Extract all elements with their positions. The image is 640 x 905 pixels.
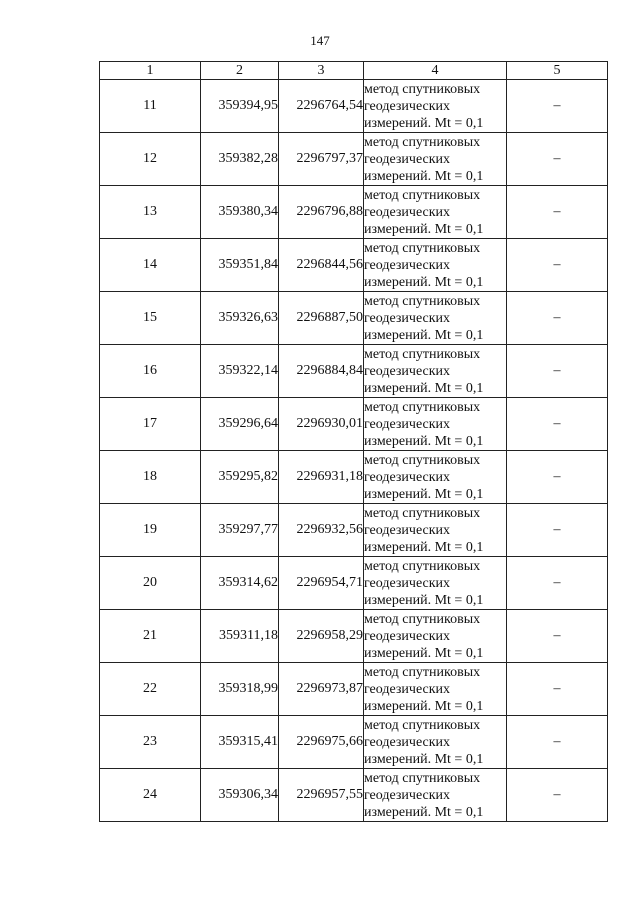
y-coordinate-cell: 2296975,66 <box>279 716 364 769</box>
x-coordinate-cell: 359315,41 <box>201 716 279 769</box>
table-row <box>100 398 608 451</box>
note-cell: – <box>507 769 608 822</box>
point-number-cell: 12 <box>100 133 201 186</box>
x-coordinate-cell: 359314,62 <box>201 557 279 610</box>
method-line: геодезических <box>364 575 451 591</box>
y-coordinate-cell: 2296884,84 <box>279 345 364 398</box>
method-line: метод спутниковых <box>364 558 481 574</box>
method-line: геодезических <box>364 522 451 538</box>
method-cell <box>364 186 507 239</box>
method-line: геодезических <box>364 787 451 803</box>
method-line: измерений. Mt = 0,1 <box>364 327 484 343</box>
method-line: геодезических <box>364 310 451 326</box>
x-coordinate-cell: 359322,14 <box>201 345 279 398</box>
table-row <box>100 663 608 716</box>
method-line: измерений. Mt = 0,1 <box>364 221 484 237</box>
table-row <box>100 610 608 663</box>
point-number-cell: 11 <box>100 80 201 133</box>
method-line: измерений. Mt = 0,1 <box>364 274 484 290</box>
point-number-cell: 16 <box>100 345 201 398</box>
y-coordinate-cell: 2296931,18 <box>279 451 364 504</box>
method-line: геодезических <box>364 469 451 485</box>
x-coordinate-cell: 359326,63 <box>201 292 279 345</box>
method-cell <box>364 769 507 822</box>
method-line: геодезических <box>364 681 451 697</box>
point-number-cell: 20 <box>100 557 201 610</box>
note-cell: – <box>507 716 608 769</box>
table-row <box>100 133 608 186</box>
point-number-cell: 22 <box>100 663 201 716</box>
column-header-1: 1 <box>100 62 201 80</box>
method-line: измерений. Mt = 0,1 <box>364 751 484 767</box>
method-line: геодезических <box>364 98 451 114</box>
method-line: геодезических <box>364 734 451 750</box>
note-cell: – <box>507 610 608 663</box>
method-cell <box>364 398 507 451</box>
method-line: измерений. Mt = 0,1 <box>364 380 484 396</box>
note-cell: – <box>507 504 608 557</box>
note-cell: – <box>507 292 608 345</box>
x-coordinate-cell: 359296,64 <box>201 398 279 451</box>
x-coordinate-cell: 359351,84 <box>201 239 279 292</box>
x-coordinate-cell: 359394,95 <box>201 80 279 133</box>
x-coordinate-cell: 359318,99 <box>201 663 279 716</box>
method-cell <box>364 80 507 133</box>
note-cell: – <box>507 451 608 504</box>
method-cell <box>364 451 507 504</box>
note-cell: – <box>507 133 608 186</box>
method-line: геодезических <box>364 151 451 167</box>
table-row <box>100 557 608 610</box>
point-number-cell: 18 <box>100 451 201 504</box>
method-cell <box>364 557 507 610</box>
point-number-cell: 17 <box>100 398 201 451</box>
point-number-cell: 19 <box>100 504 201 557</box>
method-line: геодезических <box>364 416 451 432</box>
method-line: измерений. Mt = 0,1 <box>364 804 484 820</box>
method-line: измерений. Mt = 0,1 <box>364 698 484 714</box>
method-line: метод спутниковых <box>364 770 481 786</box>
column-header-2: 2 <box>201 62 279 80</box>
table-row <box>100 769 608 822</box>
x-coordinate-cell: 359306,34 <box>201 769 279 822</box>
y-coordinate-cell: 2296796,88 <box>279 186 364 239</box>
x-coordinate-cell: 359382,28 <box>201 133 279 186</box>
method-line: метод спутниковых <box>364 452 481 468</box>
method-line: метод спутниковых <box>364 187 481 203</box>
method-cell <box>364 610 507 663</box>
x-coordinate-cell: 359380,34 <box>201 186 279 239</box>
point-number-cell: 21 <box>100 610 201 663</box>
y-coordinate-cell: 2296958,29 <box>279 610 364 663</box>
method-line: геодезических <box>364 363 451 379</box>
method-cell <box>364 133 507 186</box>
method-line: измерений. Mt = 0,1 <box>364 115 484 131</box>
column-header-5: 5 <box>507 62 608 80</box>
column-header-4: 4 <box>364 62 507 80</box>
note-cell: – <box>507 80 608 133</box>
method-line: метод спутниковых <box>364 717 481 733</box>
table-body <box>100 80 608 822</box>
y-coordinate-cell: 2296797,37 <box>279 133 364 186</box>
method-line: измерений. Mt = 0,1 <box>364 539 484 555</box>
method-cell <box>364 716 507 769</box>
method-line: измерений. Mt = 0,1 <box>364 645 484 661</box>
y-coordinate-cell: 2296844,56 <box>279 239 364 292</box>
table-row <box>100 451 608 504</box>
note-cell: – <box>507 345 608 398</box>
page-number: 147 <box>310 33 330 48</box>
method-line: метод спутниковых <box>364 664 481 680</box>
table-row <box>100 345 608 398</box>
method-cell <box>364 504 507 557</box>
x-coordinate-cell: 359295,82 <box>201 451 279 504</box>
method-cell <box>364 663 507 716</box>
table-row <box>100 186 608 239</box>
method-line: измерений. Mt = 0,1 <box>364 592 484 608</box>
method-cell <box>364 292 507 345</box>
x-coordinate-cell: 359297,77 <box>201 504 279 557</box>
point-number-cell: 24 <box>100 769 201 822</box>
table-row <box>100 716 608 769</box>
table-row <box>100 292 608 345</box>
y-coordinate-cell: 2296932,56 <box>279 504 364 557</box>
method-cell <box>364 345 507 398</box>
method-line: метод спутниковых <box>364 399 481 415</box>
method-line: метод спутниковых <box>364 505 481 521</box>
point-number-cell: 23 <box>100 716 201 769</box>
method-line: метод спутниковых <box>364 611 481 627</box>
method-line: метод спутниковых <box>364 293 481 309</box>
table-row <box>100 239 608 292</box>
y-coordinate-cell: 2296930,01 <box>279 398 364 451</box>
point-number-cell: 15 <box>100 292 201 345</box>
method-line: измерений. Mt = 0,1 <box>364 486 484 502</box>
point-number-cell: 14 <box>100 239 201 292</box>
method-cell <box>364 239 507 292</box>
table-row <box>100 504 608 557</box>
method-line: геодезических <box>364 628 451 644</box>
method-line: метод спутниковых <box>364 346 481 362</box>
note-cell: – <box>507 398 608 451</box>
table-row <box>100 80 608 133</box>
method-line: метод спутниковых <box>364 240 481 256</box>
note-cell: – <box>507 239 608 292</box>
method-line: метод спутниковых <box>364 81 481 97</box>
method-line: измерений. Mt = 0,1 <box>364 168 484 184</box>
method-line: геодезических <box>364 257 451 273</box>
x-coordinate-cell: 359311,18 <box>201 610 279 663</box>
method-line: измерений. Mt = 0,1 <box>364 433 484 449</box>
y-coordinate-cell: 2296973,87 <box>279 663 364 716</box>
y-coordinate-cell: 2296764,54 <box>279 80 364 133</box>
y-coordinate-cell: 2296887,50 <box>279 292 364 345</box>
method-line: метод спутниковых <box>364 134 481 150</box>
note-cell: – <box>507 557 608 610</box>
y-coordinate-cell: 2296954,71 <box>279 557 364 610</box>
point-number-cell: 13 <box>100 186 201 239</box>
table-header-row <box>100 62 608 80</box>
coordinates-table <box>99 61 608 822</box>
y-coordinate-cell: 2296957,55 <box>279 769 364 822</box>
note-cell: – <box>507 663 608 716</box>
method-line: геодезических <box>364 204 451 220</box>
column-header-3: 3 <box>279 62 364 80</box>
note-cell: – <box>507 186 608 239</box>
